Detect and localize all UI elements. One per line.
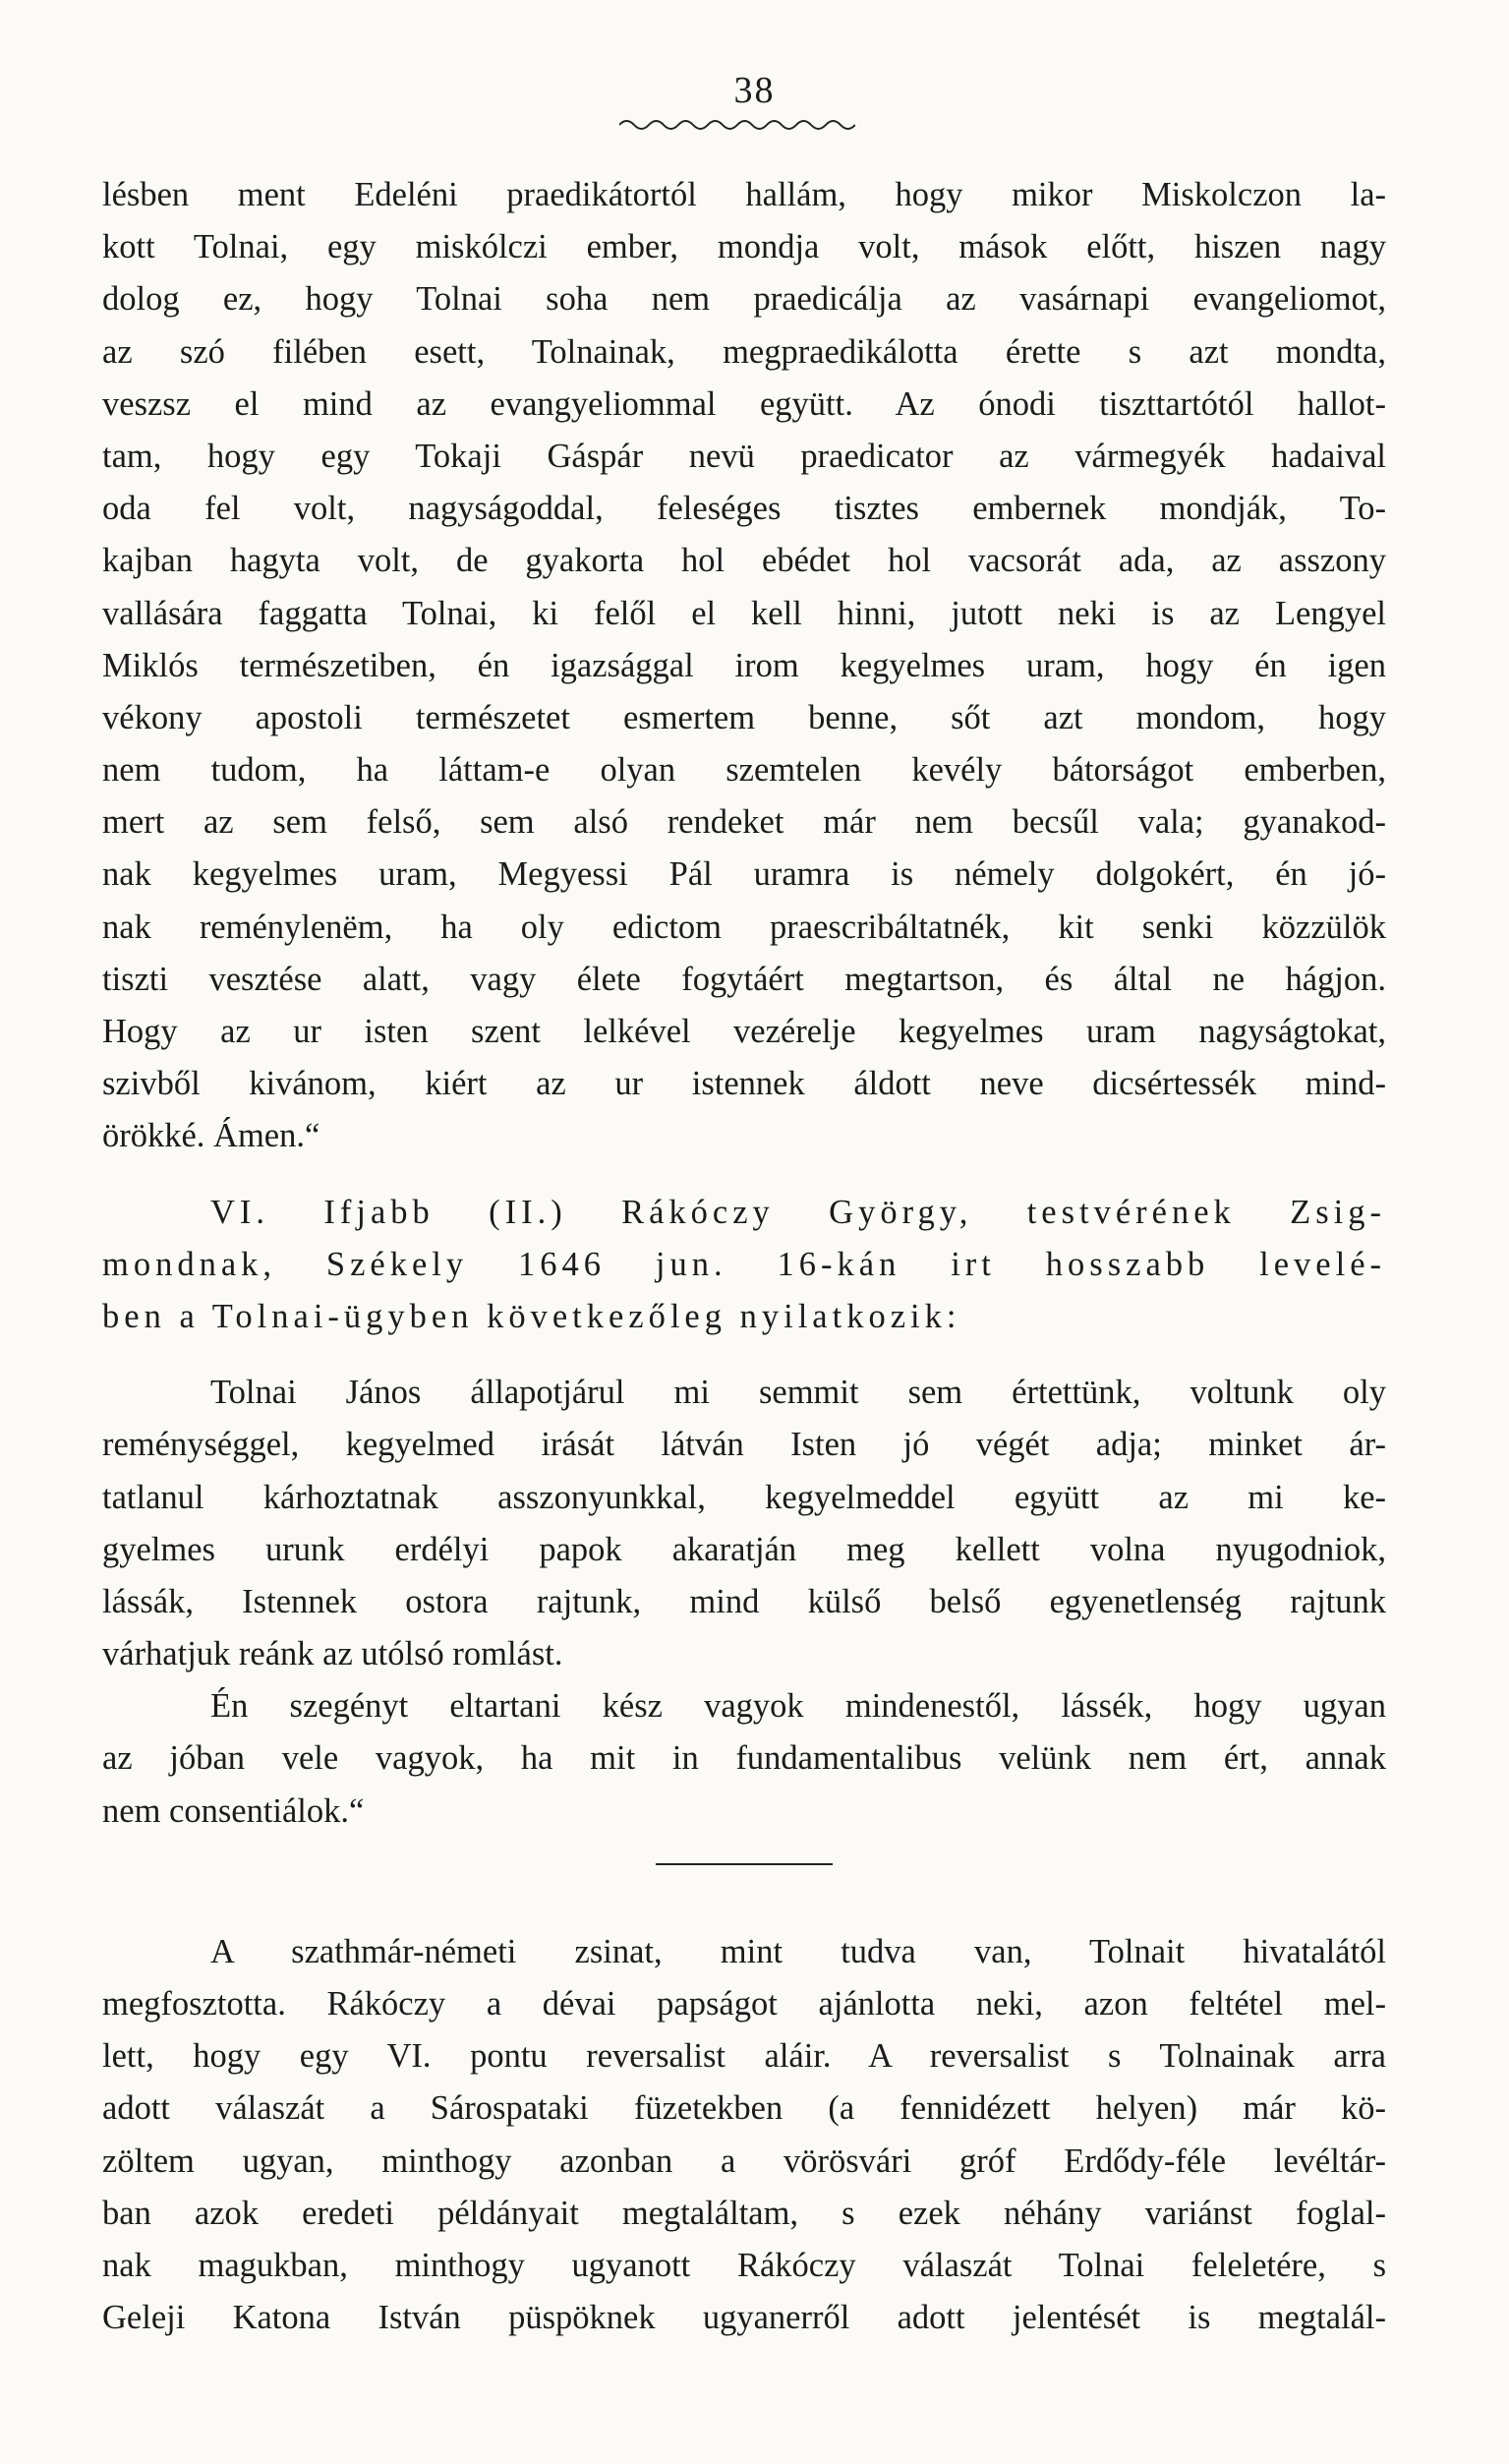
text-line: gyelmes urunk erdélyi papok akaratján meg kellett volna nyugodniok, <box>102 1530 1386 1568</box>
text-line: Én szegényt eltartani kész vagyok mindenestől, lássék, hogy ugyan <box>210 1687 1386 1726</box>
text-line: szivből kivánom, kiért az ur istennek áldott neve dicsértessék mind- <box>102 1065 1386 1103</box>
text-line: Miklós természetiben, én igazsággal irom kegyelmes uram, hogy én igen <box>102 646 1386 684</box>
text-line: kajban hagyta volt, de gyakorta hol ebédet hol vacsorát ada, az asszony <box>102 542 1386 580</box>
text-line: megfosztotta. Rákóczy a dévai papságot ajánlotta neki, azon feltétel mel- <box>102 1985 1386 2023</box>
text-line: lésben ment Edeléni praedikátortól hallám, hogy mikor Miskolczon la- <box>102 176 1386 213</box>
text-line: lássák, Istennek ostora rajtunk, mind külső belső egyenetlenség rajtunk <box>102 1582 1386 1620</box>
text-line: várhatjuk reánk az utólsó romlást. <box>102 1635 563 1673</box>
paragraph-quote-1 <box>102 1367 1386 1680</box>
text-line: Tolnai János állapotjárul mi semmit sem értettünk, voltunk oly <box>210 1374 1386 1412</box>
text-line: ben a Tolnai-ügyben következőleg nyilatkozik: <box>102 1297 961 1335</box>
text-line: mert az sem felső, sem alsó rendeket már nem becsűl vala; gyanakod- <box>102 803 1386 842</box>
page-number: 38 <box>733 70 776 111</box>
text-line: nak kegyelmes uram, Megyessi Pál uramra is némely dolgokért, én jó- <box>102 855 1386 894</box>
text-line: veszsz el mind az evangyeliommal együtt. Az ónodi tiszttartótól hallot- <box>102 384 1386 423</box>
text-line: tam, hogy egy Tokaji Gáspár nevü praedicator az vármegyék hadaival <box>102 437 1386 475</box>
text-line: VI. Ifjabb (II.) Rákóczy György, testvérének Zsig- <box>210 1193 1386 1231</box>
text-line: az jóban vele vagyok, ha mit in fundamentalibus velünk nem ért, annak <box>102 1739 1386 1778</box>
text-line: az szó filében esett, Tolnainak, megpraedikálotta érette s azt mondta, <box>102 332 1386 371</box>
text-line: tiszti vesztése alatt, vagy élete fogytáért megtartson, és által ne hágjon. <box>102 960 1386 998</box>
text-line: örökké. Ámen.“ <box>102 1117 320 1155</box>
paragraph-letter-continuation <box>102 169 1386 1163</box>
paragraph-commentary <box>102 1926 1386 2345</box>
text-line: lett, hogy egy VI. pontu reversalist aláir. A reversalist s Tolnainak arra <box>102 2037 1386 2076</box>
separator-rule <box>656 1863 833 1865</box>
text-line: oda fel volt, nagyságoddal, feleséges tisztes embernek mondják, To- <box>102 490 1386 528</box>
text-line: vékony apostoli természetet esmertem benne, sőt azt mondom, hogy <box>102 698 1386 736</box>
text-line: mondnak, Székely 1646 jun. 16-kán irt hosszabb levelé- <box>102 1245 1386 1283</box>
text-line: nak reménylenëm, ha oly edictom praescribáltatnék, kit senki közzülök <box>102 908 1386 946</box>
paragraph-quote-2 <box>102 1680 1386 1838</box>
text-line: tatlanul kárhoztatnak asszonyunkkal, kegyelmeddel együtt az mi ke- <box>102 1478 1386 1516</box>
text-line: ban azok eredeti példányait megtaláltam, s ezek néhány variánst foglal- <box>102 2194 1386 2232</box>
text-line: Hogy az ur isten szent lelkével vezérelje kegyelmes uram nagyságtokat, <box>102 1013 1386 1050</box>
section-heading <box>102 1187 1386 1344</box>
text-line: reménységgel, kegyelmed irását látván Isten jó végét adja; minket ár- <box>102 1426 1386 1464</box>
text-line: nak magukban, minthogy ugyanott Rákóczy válaszát Tolnai feleletére, s <box>102 2246 1386 2284</box>
text-line: nem tudom, ha láttam-e olyan szemtelen kevély bátorságot emberben, <box>102 751 1386 790</box>
text-line: kott Tolnai, egy miskólczi ember, mondja volt, mások előtt, hiszen nagy <box>102 228 1386 266</box>
text-line: nem consentiálok.“ <box>102 1791 365 1830</box>
page-body <box>102 169 1386 2344</box>
text-line: zöltem ugyan, minthogy azonban a vörösvári gróf Erdődy-féle levéltár- <box>102 2141 1386 2180</box>
text-line: adott válaszát a Sárospataki füzetekben (a fennidézett helyen) már kö- <box>102 2089 1386 2128</box>
text-line: vallására faggatta Tolnai, ki felől el kell hinni, jutott neki is az Lengyel <box>102 594 1386 632</box>
wavy-ornament <box>619 116 855 134</box>
text-line: Geleji Katona István püspöknek ugyanerről adott jelentését is megtalál- <box>102 2299 1386 2337</box>
text-line: A szathmár-németi zsinat, mint tudva van, Tolnait hivatalától <box>210 1932 1386 1970</box>
text-line: dolog ez, hogy Tolnai soha nem praedicálja az vasárnapi evangeliomot, <box>102 280 1386 319</box>
